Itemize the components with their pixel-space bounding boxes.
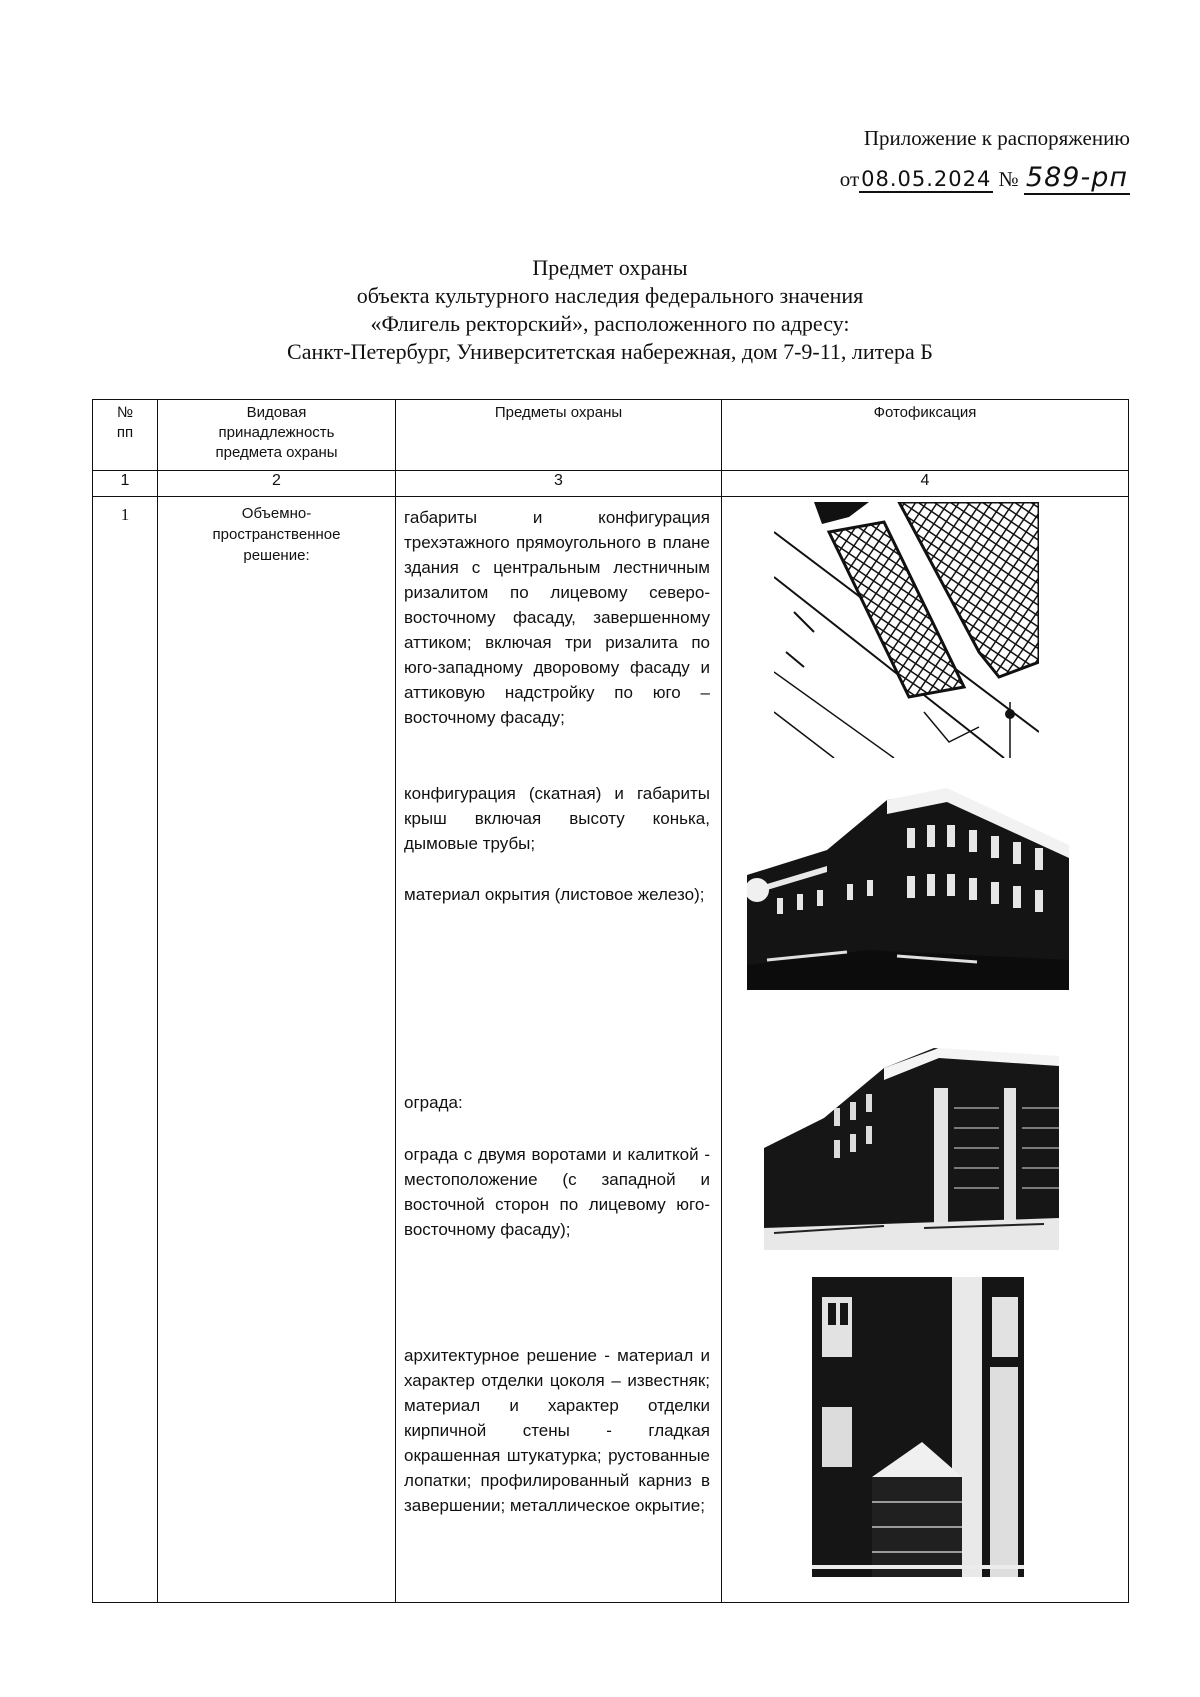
header-type: Видовая принадлежность предмета охраны bbox=[158, 400, 396, 471]
item-dimensions: габариты и конфигурация трехэтажного прямоугольного в плане здания с центральным лестничным ризалитом по лицевому северо-восточному фасаду, завершенному аттиком; включая три ризалита по юго-западному дворовому фасаду и аттиковую надстройку по юго – восточному фасаду; bbox=[404, 508, 710, 727]
row-items bbox=[396, 497, 722, 1603]
header-row bbox=[93, 400, 1129, 471]
title-line-2: объекта культурного наследия федерального значения bbox=[356, 283, 864, 308]
order-number: 589-рп bbox=[1025, 162, 1128, 193]
row-type: Объемно-пространственное решение: bbox=[158, 497, 396, 1603]
col-number-3: 3 bbox=[396, 471, 722, 497]
col-number-2: 2 bbox=[158, 471, 396, 497]
order-date: 08.05.2024 bbox=[861, 167, 992, 191]
building-photo bbox=[747, 780, 1069, 990]
from-label: от bbox=[839, 167, 860, 191]
table-row bbox=[93, 497, 1129, 1603]
site-map-image bbox=[774, 502, 1039, 758]
document-title bbox=[90, 254, 1130, 366]
annex-block bbox=[780, 118, 1130, 199]
title-line-4: Санкт-Петербург, Университетская набережная, дом 7-9-11, литера Б bbox=[287, 339, 933, 364]
item-fence-heading: ограда: bbox=[404, 1093, 463, 1112]
row-photos bbox=[722, 497, 1129, 1603]
annex-title: Приложение к распоряжению bbox=[863, 126, 1130, 150]
annex-date-line bbox=[780, 158, 1130, 199]
item-roof: конфигурация (скатная) и габариты крыш включая высоту конька, дымовые трубы; bbox=[404, 784, 710, 853]
item-architecture: архитектурное решение - материал и характер отделки цоколя – известняк; материал и характер отделки кирпичной стены - гладкая окрашенная штукатурка; рустованные лопатки; профилированный карниз в завершении; металлическое окрытие; bbox=[404, 1346, 710, 1515]
item-fence: ограда с двумя воротами и калиткой - местоположение (с западной и восточной сторон по лицевому юго-восточному фасаду); bbox=[404, 1145, 710, 1239]
header-photo: Фотофиксация bbox=[722, 400, 1129, 471]
col-number-1: 1 bbox=[93, 471, 158, 497]
header-items: Предметы охраны bbox=[396, 400, 722, 471]
title-line-1: Предмет охраны bbox=[532, 255, 688, 280]
header-number: № пп bbox=[93, 400, 158, 471]
title-line-3: «Флигель ректорский», расположенного по адресу: bbox=[370, 311, 850, 336]
numbering-row bbox=[93, 471, 1129, 497]
gate-photo bbox=[812, 1277, 1024, 1577]
row-number: 1 bbox=[93, 497, 158, 1603]
number-label: № bbox=[998, 167, 1019, 191]
col-number-4: 4 bbox=[722, 471, 1129, 497]
fence-photo bbox=[764, 1028, 1059, 1250]
item-roof-material: материал окрытия (листовое железо); bbox=[404, 885, 705, 904]
protection-subject-table bbox=[92, 399, 1129, 1603]
